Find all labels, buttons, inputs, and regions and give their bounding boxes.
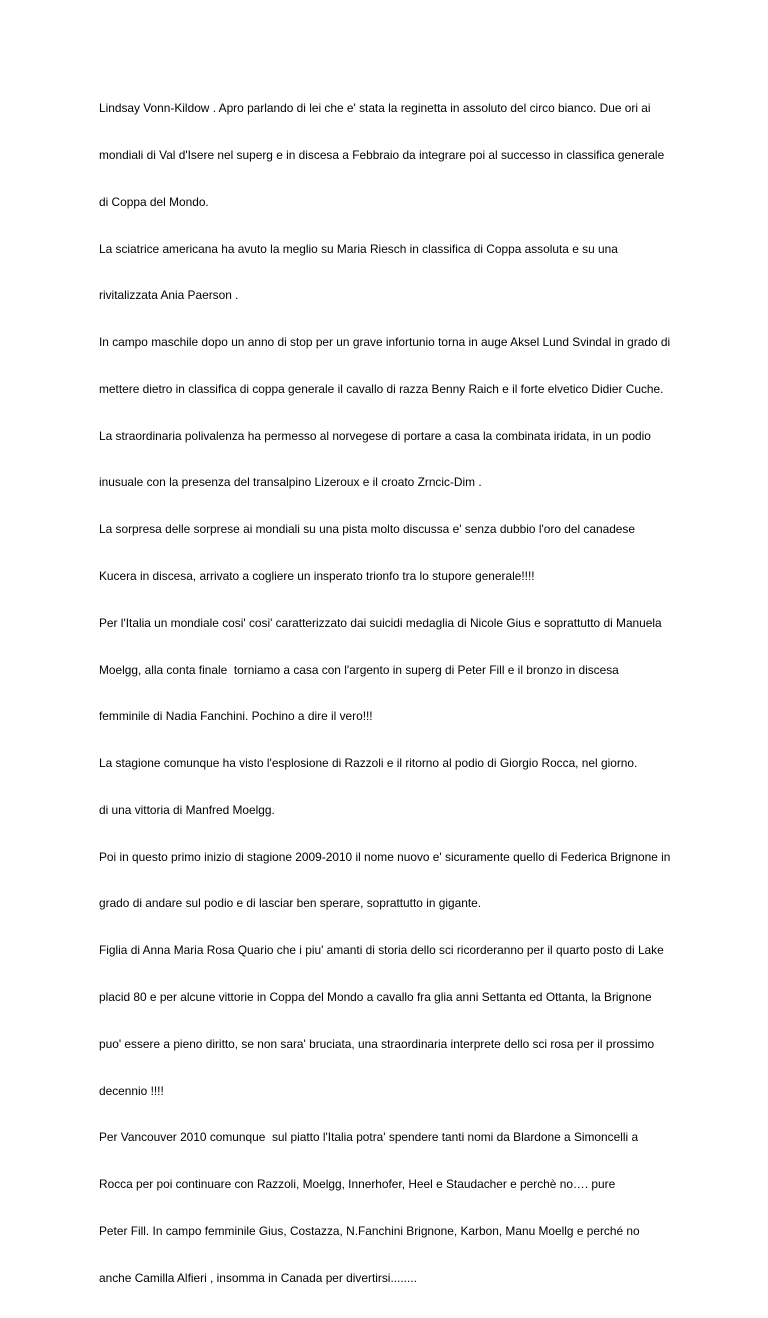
text-line: inusuale con la presenza del transalpino Lizeroux e il croato Zrncic-Dim .	[99, 475, 482, 490]
text-line: femminile di Nadia Fanchini. Pochino a dire il vero!!!	[99, 709, 373, 724]
article-text	[99, 70, 679, 1318]
text-line: In campo maschile dopo un anno di stop per un grave infortunio torna in auge Aksel Lund Svindal in grado di	[99, 335, 671, 350]
text-line: Figlia di Anna Maria Rosa Quario che i piu' amanti di storia dello sci ricorderanno per il quarto posto di Lake	[99, 943, 664, 958]
text-line: Per l'Italia un mondiale cosi' cosi' caratterizzato dai suicidi medaglia di Nicole Gius e soprattutto di Manuela	[99, 615, 662, 630]
text-line: puo' essere a pieno diritto, se non sara' bruciata, una straordinaria interprete dello sci rosa per il prossimo	[99, 1036, 655, 1051]
text-line: La sorpresa delle sorprese ai mondiali su una pista molto discussa e' senza dubbio l'oro del canadese	[99, 522, 635, 537]
text-line: decennio !!!!	[99, 1083, 164, 1098]
text-line: Moelgg, alla conta finale torniamo a casa con l'argento in superg di Peter Fill e il bronzo in discesa	[99, 662, 619, 677]
text-line: rivitalizzata Ania Paerson .	[99, 288, 239, 303]
text-line: mondiali di Val d'Isere nel superg e in discesa a Febbraio da integrare poi al successo in classifica generale	[99, 147, 665, 162]
text-line: anche Camilla Alfieri , insomma in Canada per divertirsi........	[99, 1270, 417, 1285]
text-line: di Coppa del Mondo.	[99, 194, 209, 209]
text-line: di una vittoria di Manfred Moelgg.	[99, 802, 275, 817]
text-line: La stagione comunque ha visto l'esplosione di Razzoli e il ritorno al podio di Giorgio Rocca, nel giorno.	[99, 756, 638, 771]
text-line: grado di andare sul podio e di lasciar ben sperare, soprattutto in gigante.	[99, 896, 482, 911]
text-line: placid 80 e per alcune vittorie in Coppa del Mondo a cavallo fra glia anni Settanta ed Ottanta, la Brignone	[99, 990, 652, 1005]
text-line: Lindsay Vonn-Kildow . Apro parlando di lei che e' stata la reginetta in assoluto del circo bianco. Due ori ai	[99, 101, 651, 116]
text-line: Rocca per poi continuare con Razzoli, Moelgg, Innerhofer, Heel e Staudacher e perchè no…. pure	[99, 1177, 616, 1192]
text-line: La sciatrice americana ha avuto la meglio su Maria Riesch in classifica di Coppa assoluta e su una	[99, 241, 618, 256]
text-line: Peter Fill. In campo femminile Gius, Costazza, N.Fanchini Brignone, Karbon, Manu Moellg e perché no	[99, 1223, 640, 1238]
text-line: Kucera in discesa, arrivato a cogliere un insperato trionfo tra lo stupore generale!!!!	[99, 569, 535, 583]
text-line: La straordinaria polivalenza ha permesso al norvegese di portare a casa la combinata iridata, in un podio	[99, 428, 651, 443]
text-line: mettere dietro in classifica di coppa generale il cavallo di razza Benny Raich e il forte elvetico Didier Cuche.	[99, 381, 664, 396]
text-line: Poi in questo primo inizio di stagione 2009-2010 il nome nuovo e' sicuramente quello di Federica Brignone in	[99, 849, 671, 864]
text-line: Per Vancouver 2010 comunque sul piatto l'Italia potra' spendere tanti nomi da Blardone a Simoncelli a	[99, 1130, 639, 1145]
